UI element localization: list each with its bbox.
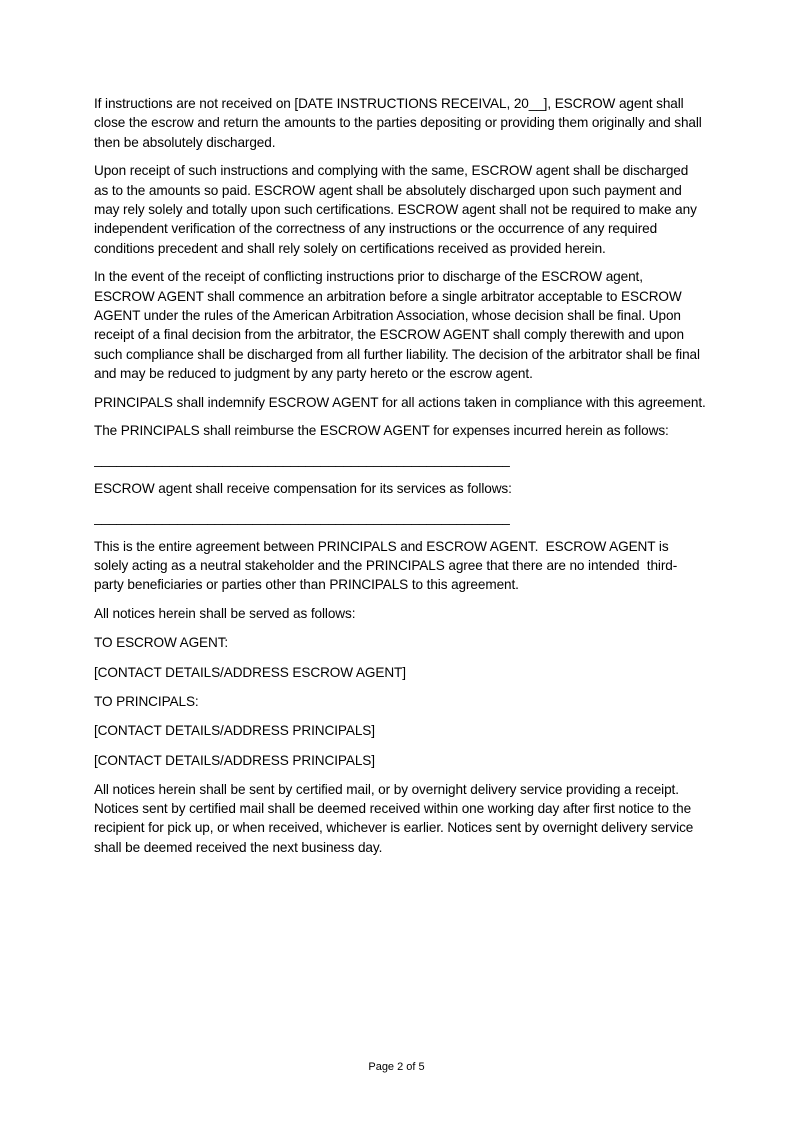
para-to-principals: TO PRINCIPALS: [94, 693, 199, 709]
para-principals-indemnify: PRINCIPALS shall indemnify ESCROW AGENT for all actions taken in compliance with this agreement. [94, 394, 706, 410]
para-conflicting-instructions-arbitration: In the event of the receipt of conflicting instructions prior to discharge of the ESCROW agent, ESCROW AGENT shall commence an arbitration before a single arbitrator acceptable to ESCROW AGENT under the rules of the American Arbitration Association, whose decision shall be final. Upon receipt of a final decision from the arbitrator, the ESCROW AGENT shall comply therewith and upon such compliance shall be discharged from all further liability. The decision of the arbitrator shall be final and may be reduced to judgment by any party hereto or the escrow agent. [94, 269, 704, 381]
page-number: Page 2 of 5 [368, 1061, 425, 1073]
document-body [94, 94, 706, 867]
para-escrow-close-on-no-instructions: If instructions are not received on [DATE INSTRUCTIONS RECEIVAL, 20__], ESCROW agent shall close the escrow and return the amounts to the parties depositing or providing them originally and shall then be absolutely discharged. [94, 96, 706, 150]
para-contact-principals-2: [CONTACT DETAILS/ADDRESS PRINCIPALS] [94, 752, 375, 768]
para-compensation-services: ESCROW agent shall receive compensation for its services as follows: [94, 481, 512, 497]
para-to-escrow-agent: TO ESCROW AGENT: [94, 635, 229, 651]
para-entire-agreement: This is the entire agreement between PRINCIPALS and ESCROW AGENT. ESCROW AGENT is solely acting as a neutral stakeholder and the PRINCIPALS agree that there are no intended third-party beneficiaries or parties other than PRINCIPALS to this agreement. [94, 538, 678, 593]
fill-line-expenses: _______________________________________________________ [94, 452, 510, 468]
para-reimburse-expenses: The PRINCIPALS shall reimburse the ESCROW AGENT for expenses incurred herein as follows: [94, 423, 669, 439]
fill-line-compensation: _______________________________________________________ [94, 509, 510, 525]
para-contact-principals-1: [CONTACT DETAILS/ADDRESS PRINCIPALS] [94, 723, 375, 739]
para-notices-served: All notices herein shall be served as follows: [94, 606, 356, 622]
para-discharge-upon-receipt: Upon receipt of such instructions and complying with the same, ESCROW agent shall be discharged as to the amounts so paid. ESCROW agent shall be absolutely discharged upon such payment and may rely solely and totally upon such certifications. ESCROW agent shall not be required to make any independent verification of the correctness of any instructions or the occurrence of any required conditions precedent and shall rely solely on certifications received as provided herein. [94, 163, 701, 256]
para-notices-delivery-method: All notices herein shall be sent by certified mail, or by overnight delivery service providing a receipt. Notices sent by certified mail shall be deemed received within one working day after first notice to the recipient for pick up, or when received, whichever is earlier. Notices sent by overnight delivery service shall be deemed received the next business day. [94, 781, 697, 855]
para-contact-escrow-agent: [CONTACT DETAILS/ADDRESS ESCROW AGENT] [94, 664, 406, 680]
